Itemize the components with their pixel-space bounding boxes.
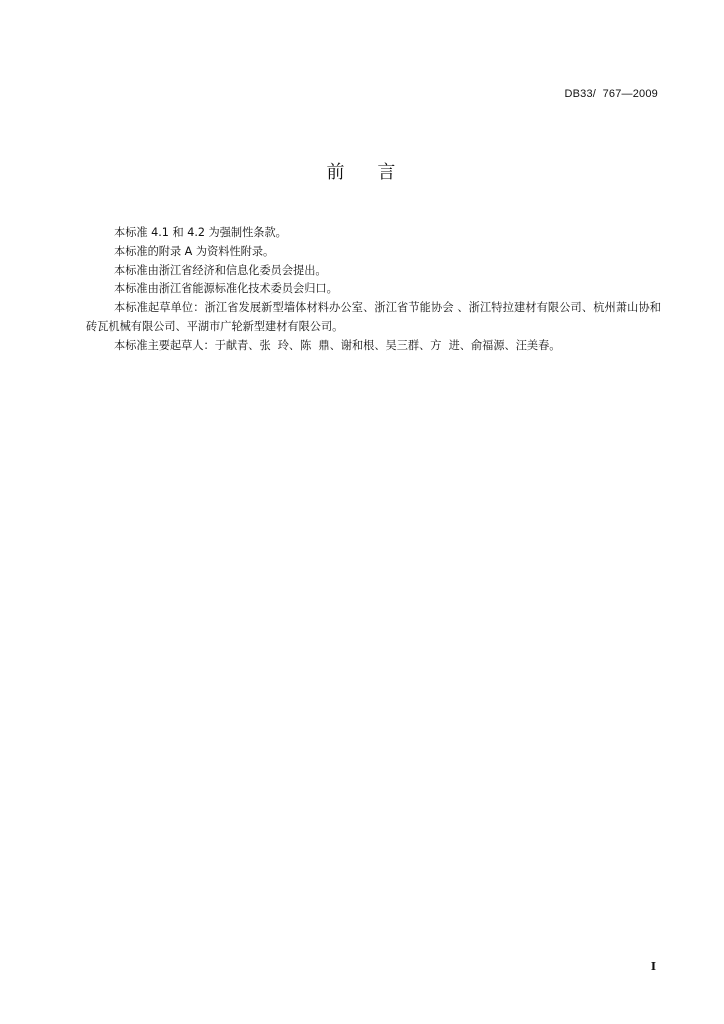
paragraph-mandatory-clauses: 本标准 4.1 和 4.2 为强制性条款。 xyxy=(114,226,287,239)
paragraph-proposer: 本标准由浙江省经济和信息化委员会提出。 xyxy=(114,263,327,277)
standard-code: DB33/ 767—2009 xyxy=(564,88,658,100)
paragraph-drafters: 本标准主要起草人：于献青、张 玲、陈 鼎、谢和根、吴三群、方 进、俞福源、汪美春。 xyxy=(114,338,561,352)
paragraph-appendix: 本标准的附录 A 为资料性附录。 xyxy=(114,244,275,258)
page-number: I xyxy=(650,960,656,973)
foreword-body xyxy=(86,224,661,356)
paragraph-centralized-unit: 本标准由浙江省能源标准化技术委员会归口。 xyxy=(114,282,338,296)
paragraph-drafting-units: 本标准起草单位：浙江省发展新型墙体材料办公室、浙江省节能协会 、浙江特拉建材有限公司、杭州萧山协和砖瓦机械有限公司、平湖市广轮新型建材有限公司。 xyxy=(86,301,661,333)
page-title: 前 言 xyxy=(326,162,398,183)
